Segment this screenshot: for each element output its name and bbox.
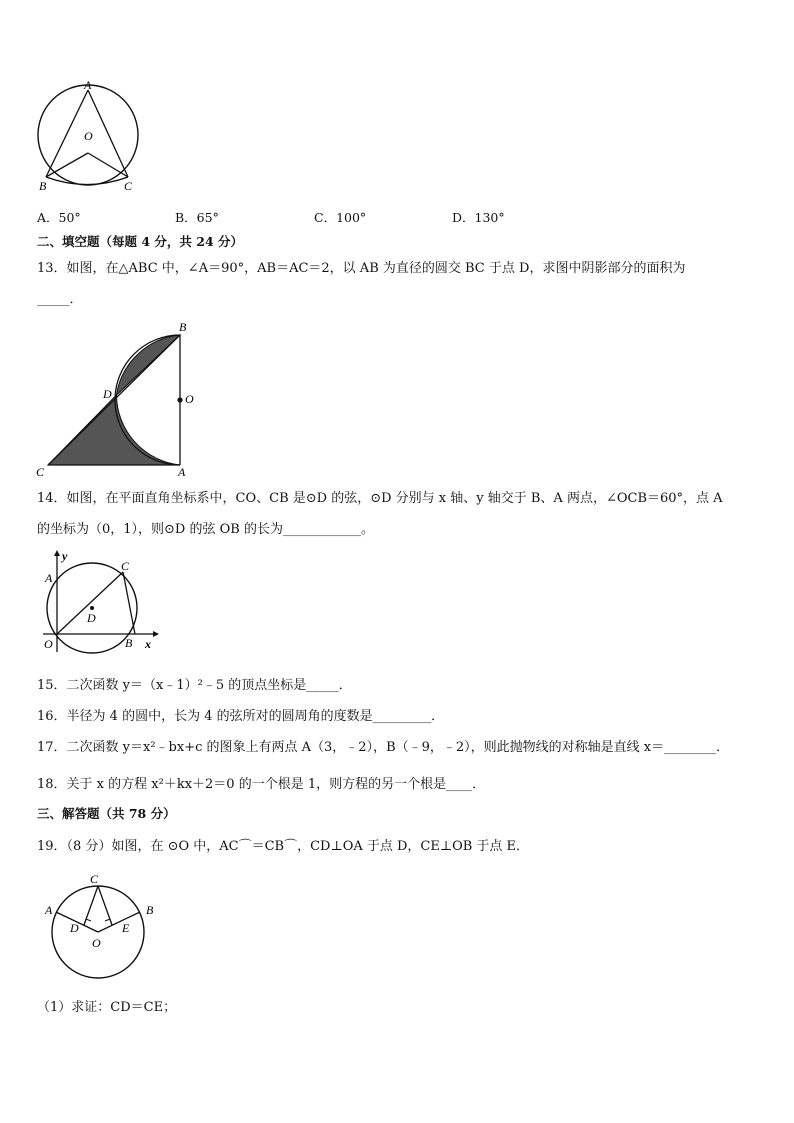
q12-option-b: B．65° bbox=[175, 210, 219, 225]
q13-line1: 13．如图，在△ABC 中，∠A＝90°，AB＝AC＝2，以 AB 为直径的圆交 BC 于点 D，求图中阴影部分的面积为 bbox=[37, 261, 686, 276]
label-B: B bbox=[146, 903, 154, 917]
figure-q14 bbox=[35, 548, 160, 656]
q19-part1: （1）求证：CD＝CE； bbox=[37, 1000, 177, 1015]
label-B: B bbox=[125, 636, 133, 650]
figure-q12 bbox=[30, 80, 150, 195]
label-A: A bbox=[45, 903, 53, 917]
label-O: O bbox=[185, 392, 194, 406]
label-C: C bbox=[121, 559, 130, 573]
label-y: y bbox=[62, 549, 68, 563]
label-C: C bbox=[36, 465, 45, 478]
q12-option-c: C．100° bbox=[314, 210, 367, 225]
label-A: A bbox=[178, 465, 186, 478]
figure-q19 bbox=[40, 870, 165, 988]
label-D: D bbox=[70, 921, 79, 935]
figure-q13 bbox=[33, 318, 203, 478]
label-O: O bbox=[44, 637, 53, 651]
label-C: C bbox=[90, 872, 99, 886]
label-O: O bbox=[92, 936, 101, 950]
q14-line1: 14．如图，在平面直角坐标系中，CO、CB 是⊙D 的弦，⊙D 分别与 x 轴、y 轴交于 B、A 两点，∠OCB＝60°，点 A bbox=[37, 491, 723, 506]
q17: 17．二次函数 y＝x²﹣bx+c 的图象上有两点 A（3，﹣2），B（﹣9，﹣2），则此抛物线的对称轴是直线 x＝________． bbox=[37, 740, 730, 755]
label-O: O bbox=[84, 129, 93, 143]
q12-option-a: A．50° bbox=[37, 210, 81, 225]
label-B: B bbox=[39, 179, 47, 193]
q14-line2: 的坐标为（0，1），则⊙D 的弦 OB 的长为____________。 bbox=[37, 522, 374, 537]
label-D: D bbox=[103, 387, 112, 401]
label-B: B bbox=[179, 320, 187, 334]
label-E: E bbox=[122, 921, 130, 935]
q13-line2: _____． bbox=[37, 292, 83, 307]
label-A: A bbox=[84, 80, 92, 92]
q15: 15．二次函数 y＝（x﹣1）²﹣5 的顶点坐标是_____． bbox=[37, 678, 352, 693]
section-3-heading: 三、解答题（共 78 分） bbox=[37, 806, 176, 821]
label-C: C bbox=[124, 179, 133, 193]
label-A: A bbox=[45, 571, 53, 585]
q19-line1: 19．（8 分）如图，在 ⊙O 中，AC⌒＝CB⌒，CD⊥OA 于点 D，CE⊥OB 于点 E． bbox=[37, 839, 530, 854]
section-2-heading: 二、填空题（每题 4 分，共 24 分） bbox=[37, 234, 244, 249]
q12-option-d: D．130° bbox=[452, 210, 505, 225]
q18: 18．关于 x 的方程 x²＋kx＋2＝0 的一个根是 1，则方程的另一个根是____． bbox=[37, 777, 486, 792]
label-D: D bbox=[87, 611, 96, 625]
q16: 16．半径为 4 的圆中，长为 4 的弦所对的圆周角的度数是_________． bbox=[37, 709, 445, 724]
label-x: x bbox=[145, 637, 151, 651]
